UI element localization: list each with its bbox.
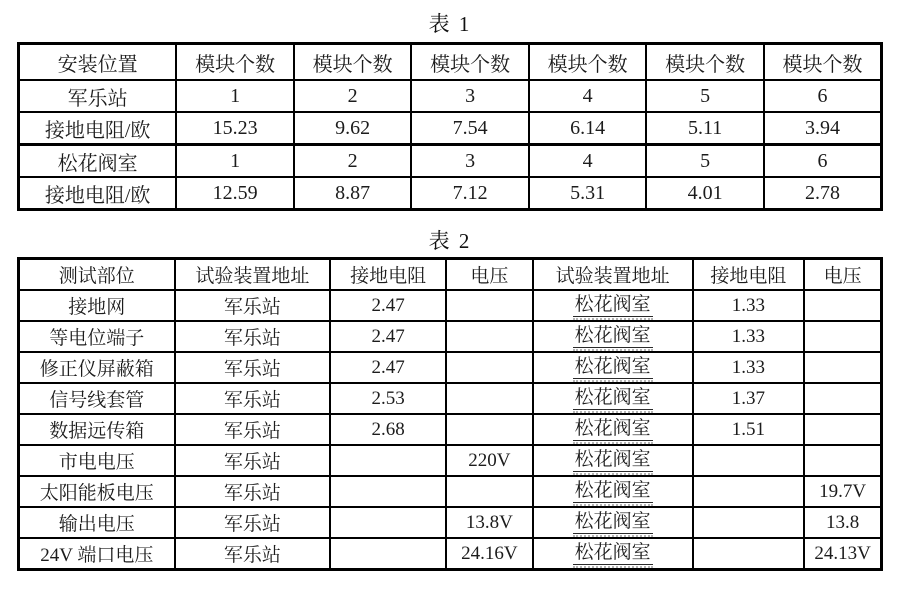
table-cell (533, 445, 693, 476)
table-row (19, 290, 882, 321)
table-cell (446, 476, 533, 507)
column-header (446, 259, 533, 291)
table-cell (804, 383, 881, 414)
cell-text: 24.16V (461, 542, 518, 564)
table-cell (446, 383, 533, 414)
table-row (19, 145, 882, 178)
cell-text: 2.47 (371, 294, 405, 316)
cell-text: 军乐站 (223, 390, 281, 411)
cell-text: 5 (700, 84, 711, 107)
table-cell (533, 476, 693, 507)
table-cell (693, 476, 805, 507)
cell-text: 2 (347, 84, 358, 107)
table-cell (533, 290, 693, 321)
column-header (804, 259, 881, 291)
table-cell (19, 145, 177, 178)
table-row (19, 177, 882, 210)
column-header (294, 44, 412, 81)
table-1-module-grounding-resistance (17, 42, 883, 211)
table-cell (804, 321, 881, 352)
table-cell (804, 414, 881, 445)
cell-text: 1.33 (731, 356, 766, 378)
table-cell (764, 145, 882, 178)
column-header-label: 模块个数 (195, 53, 276, 76)
column-header (19, 44, 177, 81)
cell-text: 5.11 (688, 116, 723, 139)
cell-text: 3 (465, 84, 476, 107)
table-cell (19, 507, 175, 538)
table-cell (19, 80, 177, 112)
cell-text: 松花阀室 (573, 356, 653, 380)
cell-text: 太阳能板电压 (39, 483, 154, 504)
column-header-label: 试验装置地址 (195, 266, 310, 287)
table-cell (19, 321, 175, 352)
table-cell (529, 80, 647, 112)
table-cell (19, 445, 175, 476)
table-cell (19, 414, 175, 445)
table-cell (175, 321, 331, 352)
cell-text: 军乐站 (223, 545, 281, 566)
cell-text: 修正仪屏蔽箱 (39, 359, 154, 380)
cell-text: 24V 端口电压 (40, 545, 154, 566)
cell-text: 数据远传箱 (49, 421, 145, 442)
column-header (411, 44, 529, 81)
cell-text: 接地电阻/欧 (44, 184, 151, 207)
table-cell (411, 112, 529, 145)
cell-text: 松花阀室 (573, 387, 653, 411)
table-cell (19, 112, 177, 145)
cell-text: 军乐站 (223, 452, 281, 473)
table-cell (294, 145, 412, 178)
column-header-label: 测试部位 (58, 266, 135, 287)
cell-text: 1.33 (731, 294, 766, 316)
table-cell (529, 177, 647, 210)
table-cell (446, 507, 533, 538)
cell-text: 13.8V (465, 511, 513, 533)
table-cell (533, 383, 693, 414)
table-cell (764, 112, 882, 145)
table-cell (175, 445, 331, 476)
table-cell (330, 414, 446, 445)
cell-text: 5.31 (570, 181, 606, 204)
cell-text: 军乐站 (223, 483, 281, 504)
cell-text: 等电位端子 (49, 328, 145, 349)
table2-title: 表 2 (428, 229, 472, 253)
cell-text: 松花阀室 (573, 325, 653, 349)
table1-title: 表 1 (428, 12, 472, 36)
cell-text: 6 (817, 84, 828, 107)
cell-text: 松花阀室 (57, 152, 138, 175)
column-header-label: 接地电阻 (350, 266, 427, 287)
cell-text: 2.53 (371, 387, 405, 409)
column-header (533, 259, 693, 291)
column-header-label: 模块个数 (430, 53, 511, 76)
table-cell (19, 538, 175, 570)
cell-text: 24.13V (814, 542, 871, 564)
table-cell (446, 538, 533, 570)
table-cell (175, 383, 331, 414)
table-cell (411, 145, 529, 178)
cell-text: 3.94 (804, 116, 840, 139)
cell-text: 松花阀室 (573, 511, 653, 535)
table-cell (19, 352, 175, 383)
cell-text: 4.01 (687, 181, 723, 204)
table-cell (529, 145, 647, 178)
cell-text: 220V (468, 449, 511, 471)
cell-text: 市电电压 (58, 452, 135, 473)
table-cell (330, 290, 446, 321)
table-cell (693, 383, 805, 414)
table-cell (804, 445, 881, 476)
table-cell (533, 414, 693, 445)
table-2-header (19, 259, 882, 291)
table-cell (176, 145, 294, 178)
cell-text: 信号线套管 (49, 390, 145, 411)
table-cell (693, 290, 805, 321)
table-row (19, 476, 882, 507)
column-header-label: 接地电阻 (710, 266, 787, 287)
table-2-test-measurements (17, 257, 883, 571)
column-header-label: 模块个数 (782, 53, 863, 76)
table-cell (175, 414, 331, 445)
table-cell (330, 507, 446, 538)
cell-text: 8.87 (335, 181, 371, 204)
table-row (19, 352, 882, 383)
column-header (175, 259, 331, 291)
table-cell (646, 112, 764, 145)
column-header-label: 试验装置地址 (555, 266, 670, 287)
cell-text: 3 (465, 149, 476, 172)
table-cell (19, 290, 175, 321)
cell-text: 1.37 (731, 387, 766, 409)
column-header (176, 44, 294, 81)
cell-text: 9.62 (335, 116, 371, 139)
table-cell (176, 80, 294, 112)
cell-text: 2.47 (371, 325, 405, 347)
table-cell (330, 538, 446, 570)
table-cell (330, 476, 446, 507)
cell-text: 1 (230, 84, 241, 107)
table-cell (330, 352, 446, 383)
table-cell (294, 80, 412, 112)
column-header-label: 模块个数 (312, 53, 393, 76)
table-cell (693, 321, 805, 352)
column-header-label: 电压 (470, 266, 509, 287)
column-header-label: 安装位置 (57, 53, 138, 76)
column-header-label: 模块个数 (547, 53, 628, 76)
column-header (764, 44, 882, 81)
cell-text: 军乐站 (223, 359, 281, 380)
cell-text: 军乐站 (223, 328, 281, 349)
table-cell (804, 290, 881, 321)
table-cell (446, 352, 533, 383)
table-cell (533, 507, 693, 538)
table-cell (693, 445, 805, 476)
table-cell (411, 80, 529, 112)
cell-text: 13.8 (825, 511, 860, 533)
cell-text: 4 (582, 149, 593, 172)
table-1-header (19, 44, 882, 81)
table-row (19, 507, 882, 538)
cell-text: 1 (230, 149, 241, 172)
table-cell (646, 80, 764, 112)
table-cell (804, 507, 881, 538)
table-cell (446, 445, 533, 476)
column-header (693, 259, 805, 291)
table-cell (804, 538, 881, 570)
table-row (19, 321, 882, 352)
table-row (19, 383, 882, 414)
table-cell (411, 177, 529, 210)
table-cell (693, 538, 805, 570)
table-cell (176, 112, 294, 145)
table-cell (529, 112, 647, 145)
cell-text: 军乐站 (223, 514, 281, 535)
column-header (646, 44, 764, 81)
cell-text: 军乐站 (67, 87, 128, 110)
cell-text: 军乐站 (223, 421, 281, 442)
table-cell (330, 383, 446, 414)
cell-text: 松花阀室 (573, 418, 653, 442)
cell-text: 接地网 (68, 297, 126, 318)
cell-text: 松花阀室 (573, 542, 653, 566)
cell-text: 5 (700, 149, 711, 172)
table-cell (294, 112, 412, 145)
table-cell (19, 476, 175, 507)
cell-text: 15.23 (212, 116, 258, 139)
table-cell (646, 177, 764, 210)
cell-text: 1.51 (731, 418, 766, 440)
table-row (19, 414, 882, 445)
table-cell (330, 445, 446, 476)
table-cell (175, 538, 331, 570)
cell-text: 19.7V (819, 480, 867, 502)
column-header (529, 44, 647, 81)
table-cell (446, 414, 533, 445)
table-cell (804, 476, 881, 507)
column-header-label: 模块个数 (665, 53, 746, 76)
table-header-row (19, 44, 882, 81)
cell-text: 松花阀室 (573, 480, 653, 504)
cell-text: 4 (582, 84, 593, 107)
cell-text: 6.14 (570, 116, 606, 139)
table-cell (175, 476, 331, 507)
cell-text: 7.12 (452, 181, 488, 204)
table-header-row (19, 259, 882, 291)
table-cell (533, 538, 693, 570)
cell-text: 6 (817, 149, 828, 172)
cell-text: 输出电压 (58, 514, 135, 535)
cell-text: 接地电阻/欧 (44, 119, 151, 142)
table-cell (330, 321, 446, 352)
cell-text: 军乐站 (223, 297, 281, 318)
table-cell (693, 352, 805, 383)
table-cell (19, 177, 177, 210)
table-cell (175, 290, 331, 321)
column-header (330, 259, 446, 291)
table-cell (294, 177, 412, 210)
table-row (19, 538, 882, 570)
table-cell (446, 290, 533, 321)
column-header (19, 259, 175, 291)
table-row (19, 445, 882, 476)
table-cell (764, 80, 882, 112)
cell-text: 2.68 (371, 418, 405, 440)
column-header-label: 电压 (823, 266, 862, 287)
table-cell (446, 321, 533, 352)
cell-text: 2 (347, 149, 358, 172)
cell-text: 2.78 (804, 181, 840, 204)
table-cell (646, 145, 764, 178)
cell-text: 2.47 (371, 356, 405, 378)
table-cell (176, 177, 294, 210)
cell-text: 7.54 (452, 116, 488, 139)
cell-text: 12.59 (212, 181, 258, 204)
cell-text: 松花阀室 (573, 294, 653, 318)
cell-text: 松花阀室 (573, 449, 653, 473)
table-cell (533, 321, 693, 352)
table-cell (175, 352, 331, 383)
table-row (19, 80, 882, 112)
table-cell (533, 352, 693, 383)
table-cell (175, 507, 331, 538)
table-1-body (19, 80, 882, 210)
table-row (19, 112, 882, 145)
table-2-body (19, 290, 882, 570)
table-cell (19, 383, 175, 414)
table-cell (764, 177, 882, 210)
table-cell (693, 507, 805, 538)
table-cell (693, 414, 805, 445)
cell-text: 1.33 (731, 325, 766, 347)
table-cell (804, 352, 881, 383)
